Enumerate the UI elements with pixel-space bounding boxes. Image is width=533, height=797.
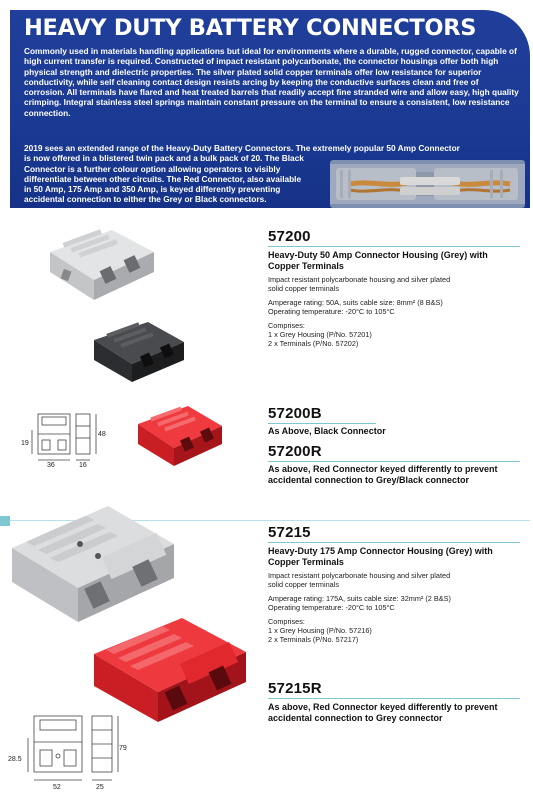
product-code-57200b: 57200B [268, 405, 322, 422]
page-title: HEAVY DUTY BATTERY CONNECTORS [24, 15, 477, 41]
product-code-57215: 57215 [268, 524, 311, 541]
desc-line: Operating temperature: -20°C to 105°C [268, 307, 395, 316]
dim-height-50a: 48 [98, 431, 106, 438]
desc-line: 1 x Grey Housing (P/No. 57216) [268, 626, 372, 635]
dimension-drawing-50a [18, 408, 118, 470]
rule-57200r [268, 461, 520, 462]
desc-line: Impact resistant polycarbonate housing and silver plated [268, 571, 451, 580]
product-title-57215: Heavy-Duty 175 Amp Connector Housing (Grey) with Copper Terminals [268, 546, 493, 567]
rule-57200b [268, 423, 376, 424]
rule-57200 [268, 246, 520, 247]
intro-paragraph: Commonly used in materials handling applications but ideal for environments where a durable, rugged connector, capable of high current transfer is required. Constructed of impact resistant polycarbonate, the connector housings offer both high physical strength and dielectric properties. The silver plated solid copper terminals offer low resistance for superior conductivity, while self cleaning contact design resists arcing by keeping the conductive surfaces clean and free of corrosion. All terminals have flared and heat treated barrels that readily accept fine stranded wire and allow easy, high quality crimping. Integral stainless steel springs maintain constant pressure on the terminal to ensure a consistent, low resistance connection. [24, 46, 519, 118]
range-line-5: in 50 Amp, 175 Amp and 350 Amp, is keyed differently preventing [24, 184, 281, 195]
grey-175a-connector-image [8, 500, 178, 625]
range-line-2: is now offered in a blistered twin pack and a bulk pack of 20. The Black [24, 153, 304, 164]
product-code-57215r: 57215R [268, 680, 322, 697]
red-175a-connector-image [90, 612, 250, 724]
desc-line: Operating temperature: -20°C to 105°C [268, 603, 395, 612]
desc-line: Comprises: [268, 617, 305, 626]
dim-height-low-50a: 19 [21, 440, 29, 447]
dim-height-175a: 79 [119, 745, 127, 752]
dimension-drawing-175a [8, 712, 128, 792]
desc-line: 2 x Terminals (P/No. 57202) [268, 339, 359, 348]
desc-line: Comprises: [268, 321, 305, 330]
product-title-57200r: As above, Red Connector keyed differently to prevent accidental connection to Grey/Black connector [268, 464, 498, 485]
black-50a-connector-image [88, 316, 188, 384]
product-code-57200r: 57200R [268, 443, 322, 460]
cutaway-connector-photo [330, 160, 525, 208]
dim-height-low-175a: 28.5 [8, 756, 22, 763]
rule-57215r [268, 698, 520, 699]
red-50a-connector-image [132, 400, 226, 470]
desc-line: solid copper terminals [268, 284, 339, 293]
dim-width-50a: 36 [47, 462, 55, 469]
dim-width-175a: 52 [53, 784, 61, 791]
dim-depth-175a: 25 [96, 784, 104, 791]
desc-line: Amperage rating: 175A, suits cable size: 32mm² (2 B&S) [268, 594, 451, 603]
desc-line: 2 x Terminals (P/No. 57217) [268, 635, 359, 644]
rule-57215 [268, 542, 520, 543]
desc-line: Amperage rating: 50A, suits cable size: 8mm² (8 B&S) [268, 298, 443, 307]
product-desc-57200 [268, 275, 523, 348]
product-title-57200b: As Above, Black Connector [268, 426, 386, 436]
header-banner [10, 10, 530, 208]
range-line-4: differentiate between other circuits. The Red Connector, also available [24, 173, 302, 184]
product-desc-57215 [268, 571, 523, 644]
desc-line: 1 x Grey Housing (P/No. 57201) [268, 330, 372, 339]
grey-50a-connector-image [42, 222, 157, 302]
desc-line: Impact resistant polycarbonate housing and silver plated [268, 275, 451, 284]
range-line-3: Connector is a further colour option allowing operators to visibly [24, 163, 281, 174]
range-line-1: 2019 sees an extended range of the Heavy-Duty Battery Connectors. The extremely popular 50 Amp Connector [24, 143, 460, 153]
dim-depth-50a: 16 [79, 462, 87, 469]
product-code-57200: 57200 [268, 228, 311, 245]
range-line-6: accidental connection to either the Grey or Black connectors. [24, 194, 267, 205]
product-title-57200: Heavy-Duty 50 Amp Connector Housing (Grey) with Copper Terminals [268, 250, 488, 271]
product-title-57215r: As above, Red Connector keyed differently to prevent accidental connection to Grey connector [268, 702, 498, 723]
desc-line: solid copper terminals [268, 580, 339, 589]
